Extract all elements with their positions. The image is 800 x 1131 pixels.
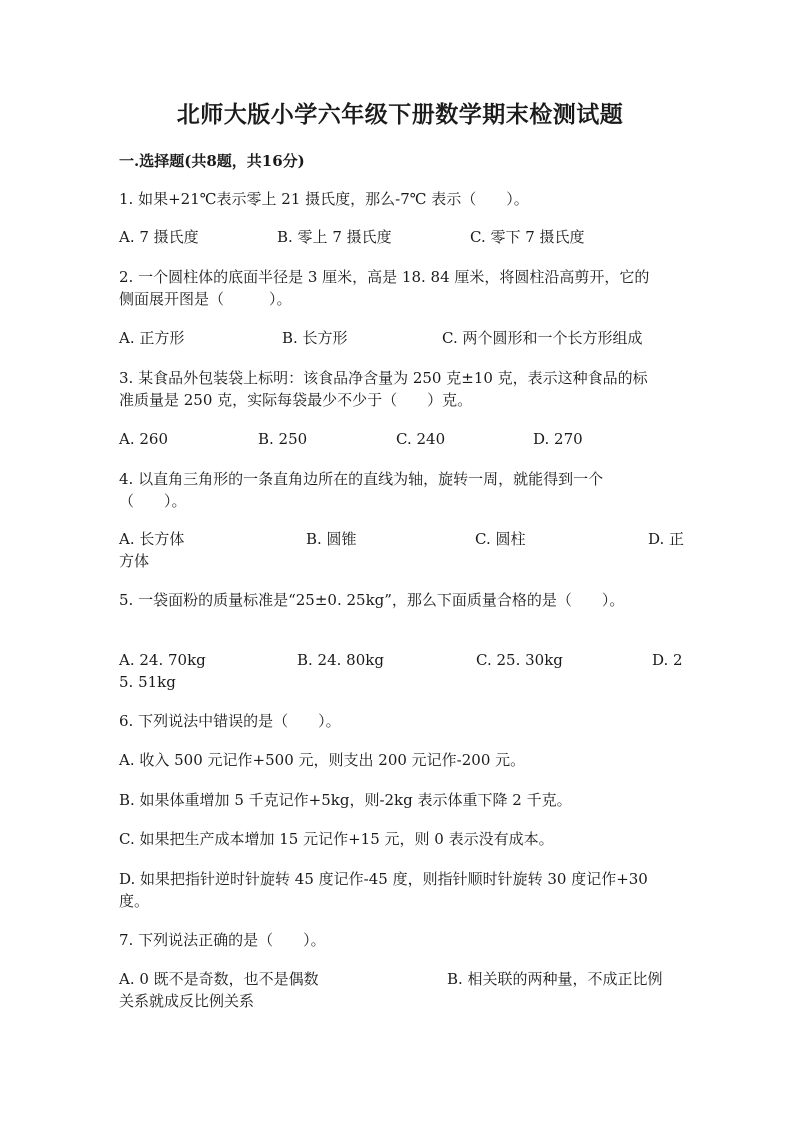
- question-7-option-a: A. 0 既不是奇数，也不是偶数: [119, 970, 319, 988]
- question-2-text-line-2: 侧面展开图是（ ）。: [119, 290, 292, 308]
- question-4-option-a: A. 长方体: [119, 530, 185, 548]
- question-5-option-wrap: 5. 51kg: [119, 673, 176, 691]
- question-4-option-d: D. 正: [648, 530, 685, 548]
- question-3-option-d: D. 270: [533, 430, 583, 448]
- question-6-option-b: B. 如果体重增加 5 千克记作+5kg，则-2kg 表示体重下降 2 千克。: [119, 791, 572, 809]
- question-3-text-line-1: 3. 某食品外包装袋上标明：该食品净含量为 250 克±10 克，表示这种食品的标: [119, 369, 648, 387]
- question-3-option-c: C. 240: [396, 430, 446, 448]
- question-6-option-a: A. 收入 500 元记作+500 元，则支出 200 元记作-200 元。: [119, 751, 526, 769]
- question-5-text: 5. 一袋面粉的质量标准是“25±0. 25kg”，那么下面质量合格的是（ ）。: [119, 591, 625, 609]
- question-3-option-a: A. 260: [119, 430, 168, 448]
- question-1-text: 1. 如果+21℃表示零上 21 摄氏度，那么-7℃ 表示（ ）。: [119, 190, 529, 208]
- question-7-option-wrap: 关系就成反比例关系: [119, 992, 255, 1010]
- question-6-option-wrap: 度。: [119, 892, 150, 910]
- question-2-option-c: C. 两个圆形和一个长方形组成: [442, 329, 643, 347]
- question-4-text-line-1: 4. 以直角三角形的一条直角边所在的直线为轴，旋转一周，就能得到一个: [119, 470, 604, 488]
- question-4-text-line-2: （ ）。: [119, 492, 187, 510]
- question-4-option-wrap: 方体: [119, 552, 150, 570]
- page-title: 北师大版小学六年级下册数学期末检测试题: [176, 101, 624, 128]
- question-5-option-d: D. 2: [652, 651, 683, 669]
- question-2-option-a: A. 正方形: [119, 329, 185, 347]
- question-1-option-b: B. 零上 7 摄氏度: [277, 228, 392, 246]
- question-4-option-c: C. 圆柱: [475, 530, 526, 548]
- question-6-text: 6. 下列说法中错误的是（ ）。: [119, 712, 341, 730]
- question-7-option-b: B. 相关联的两种量，不成正比例: [447, 970, 663, 988]
- question-2-text-line-1: 2. 一个圆柱体的底面半径是 3 厘米，高是 18. 84 厘米，将圆柱沿高剪开，它的: [119, 268, 650, 286]
- question-5-option-a: A. 24. 70kg: [119, 651, 206, 669]
- question-5-option-c: C. 25. 30kg: [476, 651, 563, 669]
- question-6-option-c: C. 如果把生产成本增加 15 元记作+15 元，则 0 表示没有成本。: [119, 830, 554, 848]
- question-4-option-b: B. 圆锥: [306, 530, 357, 548]
- section-heading: 一.选择题(共8题，共16分): [119, 152, 305, 170]
- question-7-text: 7. 下列说法正确的是（ ）。: [119, 931, 326, 949]
- question-5-option-b: B. 24. 80kg: [297, 651, 384, 669]
- question-1-option-c: C. 零下 7 摄氏度: [470, 228, 585, 246]
- question-6-option-d: D. 如果把指针逆时针旋转 45 度记作-45 度，则指针顺时针旋转 30 度记作+30: [119, 870, 648, 888]
- question-3-text-line-2: 准质量是 250 克，实际每袋最少不少于（ ）克。: [119, 391, 473, 409]
- question-1-option-a: A. 7 摄氏度: [119, 228, 199, 246]
- question-2-option-b: B. 长方形: [282, 329, 348, 347]
- question-3-option-b: B. 250: [258, 430, 308, 448]
